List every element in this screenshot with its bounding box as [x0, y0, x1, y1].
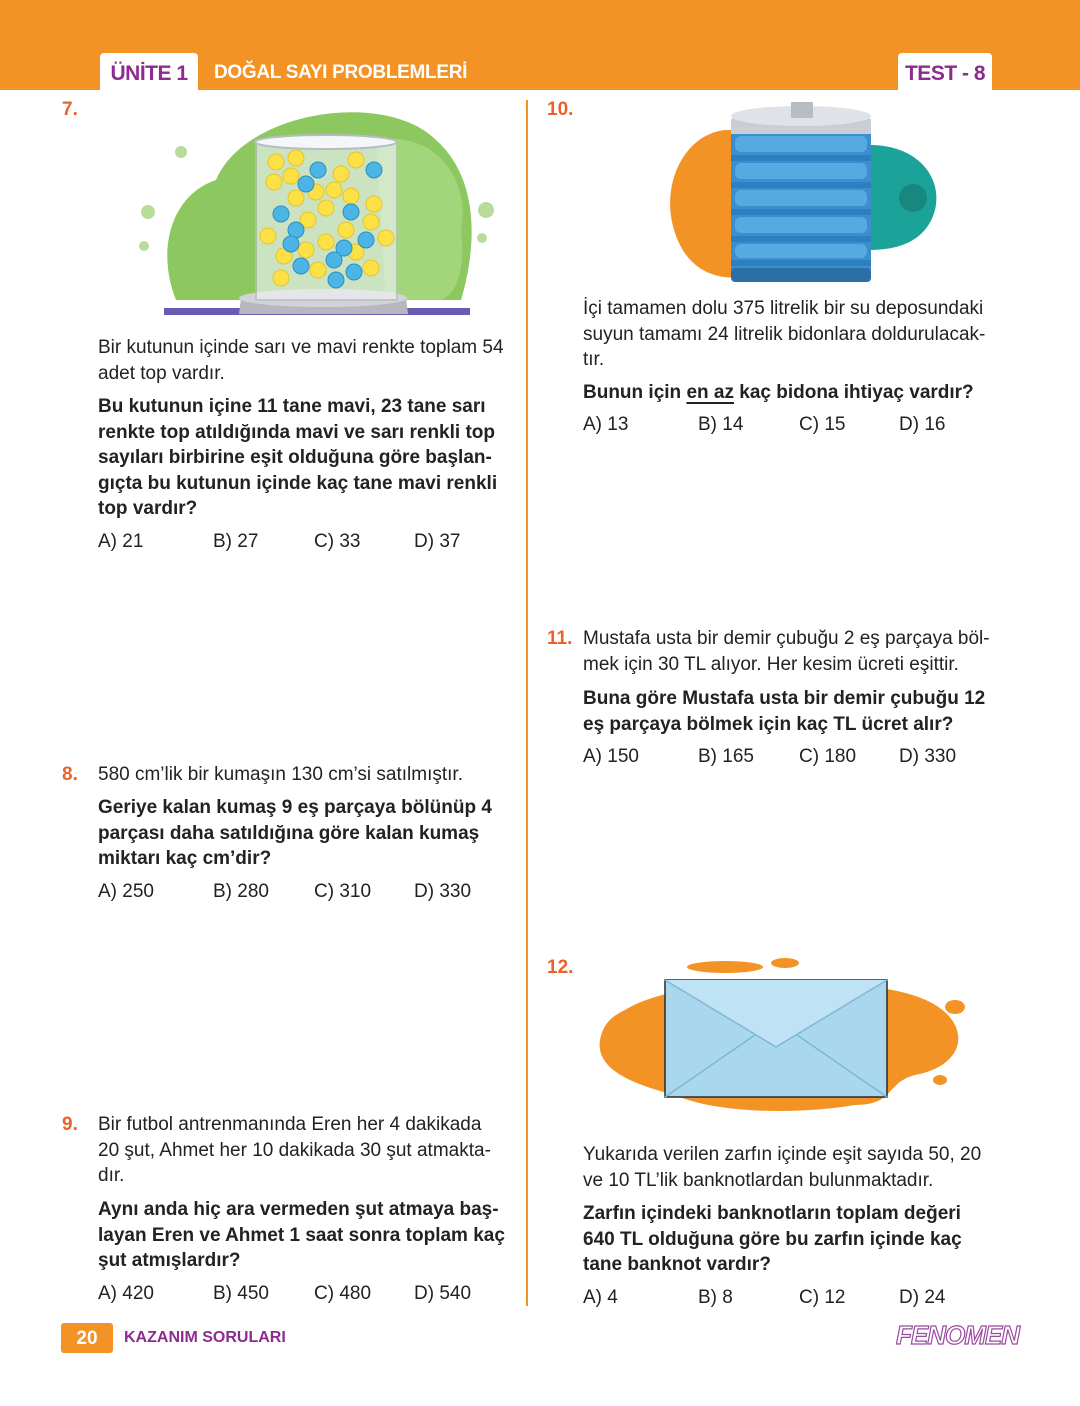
question-7-intro-line: Bir kutunun içinde sarı ve mavi renkte toplam 54: [98, 337, 504, 358]
test-label: TEST - 8: [904, 62, 985, 85]
question-9-options: [98, 1283, 518, 1309]
question-7-prompt-line: renkte top atıldığında mavi ve sarı renkli top: [98, 421, 495, 443]
option-b[interactable]: B) 8: [698, 1287, 733, 1308]
option-d[interactable]: D) 16: [899, 414, 946, 435]
envelope-illustration: [595, 955, 975, 1125]
question-8-prompt-line: miktarı kaç cm’dir?: [98, 848, 272, 869]
question-8-intro: [98, 762, 463, 788]
option-a[interactable]: A) 250: [98, 881, 154, 902]
option-c[interactable]: C) 480: [314, 1283, 372, 1304]
question-10-prompt-end: kaç bidona ihtiyaç vardır?: [733, 382, 974, 403]
question-9-prompt: [98, 1197, 506, 1274]
footer-label: KAZANIM SORULARI: [124, 1329, 286, 1346]
question-9-intro-line: dır.: [98, 1165, 125, 1186]
question-12-prompt-line: tane banknot vardır?: [583, 1254, 771, 1275]
option-d[interactable]: D) 330: [899, 746, 957, 767]
question-7-prompt-line: top vardır?: [98, 498, 198, 519]
question-11-intro: [583, 626, 993, 677]
option-b[interactable]: B) 27: [213, 531, 259, 552]
option-c[interactable]: C) 180: [799, 746, 857, 767]
question-12-options: [583, 1287, 1003, 1313]
question-8-options: [98, 881, 518, 907]
question-7-prompt: [98, 394, 506, 522]
question-9-prompt-line: Aynı anda hiç ara vermeden şut atmaya baş-: [98, 1199, 499, 1220]
option-a[interactable]: A) 4: [583, 1287, 618, 1308]
question-7-number: 7.: [62, 99, 78, 120]
unit-label: ÜNİTE 1: [110, 62, 188, 85]
option-c[interactable]: C) 310: [314, 881, 372, 902]
option-d[interactable]: D) 330: [414, 881, 472, 902]
question-9-number: 9.: [62, 1114, 78, 1135]
unit-tab: [100, 53, 198, 93]
question-10-intro-line: tır.: [583, 349, 605, 370]
option-d[interactable]: D) 540: [414, 1283, 472, 1304]
water-tank-illustration: [665, 100, 940, 286]
option-b[interactable]: B) 165: [698, 746, 754, 767]
question-8-prompt: [98, 795, 506, 872]
question-7-prompt-line: Bu kutunun içine 11 tane mavi, 23 tane sarı: [98, 396, 486, 417]
question-12-intro-line: Yukarıda verilen zarfın içinde eşit sayıda 50, 20: [583, 1144, 982, 1165]
question-12-intro: [583, 1142, 993, 1193]
question-10-options: [583, 414, 1003, 440]
column-divider: [526, 100, 528, 1306]
option-b[interactable]: B) 450: [213, 1283, 269, 1304]
question-10-emphasis: en az: [686, 382, 734, 403]
option-d[interactable]: D) 37: [414, 531, 461, 552]
question-12-prompt-line: 640 TL olduğuna göre bu zarfın içinde kaç: [583, 1228, 962, 1250]
option-c[interactable]: C) 33: [314, 531, 361, 552]
option-b[interactable]: B) 14: [698, 414, 744, 435]
question-7-prompt-line: sayıları birbirine eşit olduğuna göre başlan-: [98, 447, 492, 468]
question-11-intro-line: mek için 30 TL alıyor. Her kesim ücreti eşittir.: [583, 653, 959, 675]
question-10-intro-line: suyun tamamı 24 litrelik bidonlara doldurulacak-: [583, 323, 986, 345]
unit-title: DOĞAL SAYI PROBLEMLERİ: [214, 62, 468, 83]
question-7-options: [98, 531, 518, 557]
question-11-prompt-line: Buna göre Mustafa usta bir demir çubuğu 12: [583, 688, 986, 709]
question-9-intro-line: Bir futbol antrenmanında Eren her 4 dakikada: [98, 1114, 482, 1135]
question-7-intro: [98, 335, 504, 386]
question-9-prompt-line: layan Eren ve Ahmet 1 saat sonra toplam kaç: [98, 1224, 505, 1246]
option-d[interactable]: D) 24: [899, 1287, 946, 1308]
jar-of-balls-illustration: [136, 100, 496, 322]
question-10-intro-line: İçi tamamen dolu 375 litrelik bir su deposundaki: [583, 298, 984, 319]
question-9-prompt-line: şut atmışlardır?: [98, 1250, 241, 1271]
question-12-prompt: [583, 1201, 993, 1278]
option-a[interactable]: A) 150: [583, 746, 639, 767]
question-11-prompt-line: eş parçaya bölmek için kaç TL ücret alır?: [583, 713, 954, 735]
question-11-intro-line: Mustafa usta bir demir çubuğu 2 eş parçaya böl-: [583, 628, 990, 649]
question-12-number: 12.: [547, 957, 574, 978]
question-8-prompt-line: Geriye kalan kumaş 9 eş parçaya bölünüp 4: [98, 797, 492, 818]
question-10-number: 10.: [547, 99, 574, 120]
question-7-prompt-line: gıçta bu kutunun içinde kaç tane mavi renkli: [98, 472, 498, 494]
page-number-badge: [61, 1323, 113, 1353]
test-tab: [898, 53, 992, 93]
question-11-options: [583, 746, 1003, 772]
question-12-intro-line: ve 10 TL’lik banknotlardan bulunmaktadır.: [583, 1169, 934, 1191]
question-8-prompt-line: parçası daha satıldığına göre kalan kumaş: [98, 822, 480, 844]
option-b[interactable]: B) 280: [213, 881, 269, 902]
question-9-intro-line: 20 şut, Ahmet her 10 dakikada 30 şut atmakta-: [98, 1139, 491, 1161]
question-11-prompt: [583, 686, 993, 737]
question-9-intro: [98, 1112, 506, 1189]
question-7-intro-line: adet top vardır.: [98, 362, 225, 384]
option-a[interactable]: A) 13: [583, 414, 629, 435]
question-8-number: 8.: [62, 764, 78, 785]
question-12-prompt-line: Zarfın içindeki banknotların toplam değeri: [583, 1203, 961, 1224]
page-number: 20: [76, 1328, 98, 1349]
question-10-intro: [583, 296, 993, 373]
question-8-intro-line: 580 cm’lik bir kumaşın 130 cm’si satılmıştır.: [98, 764, 463, 785]
option-c[interactable]: C) 12: [799, 1287, 846, 1308]
question-10-prompt-start: Bunun için: [583, 382, 687, 403]
option-a[interactable]: A) 21: [98, 531, 144, 552]
brand-logo: FENOMEN: [896, 1320, 1019, 1350]
option-a[interactable]: A) 420: [98, 1283, 154, 1304]
question-10-prompt: [583, 380, 974, 406]
option-c[interactable]: C) 15: [799, 414, 846, 435]
question-11-number: 11.: [547, 628, 573, 649]
